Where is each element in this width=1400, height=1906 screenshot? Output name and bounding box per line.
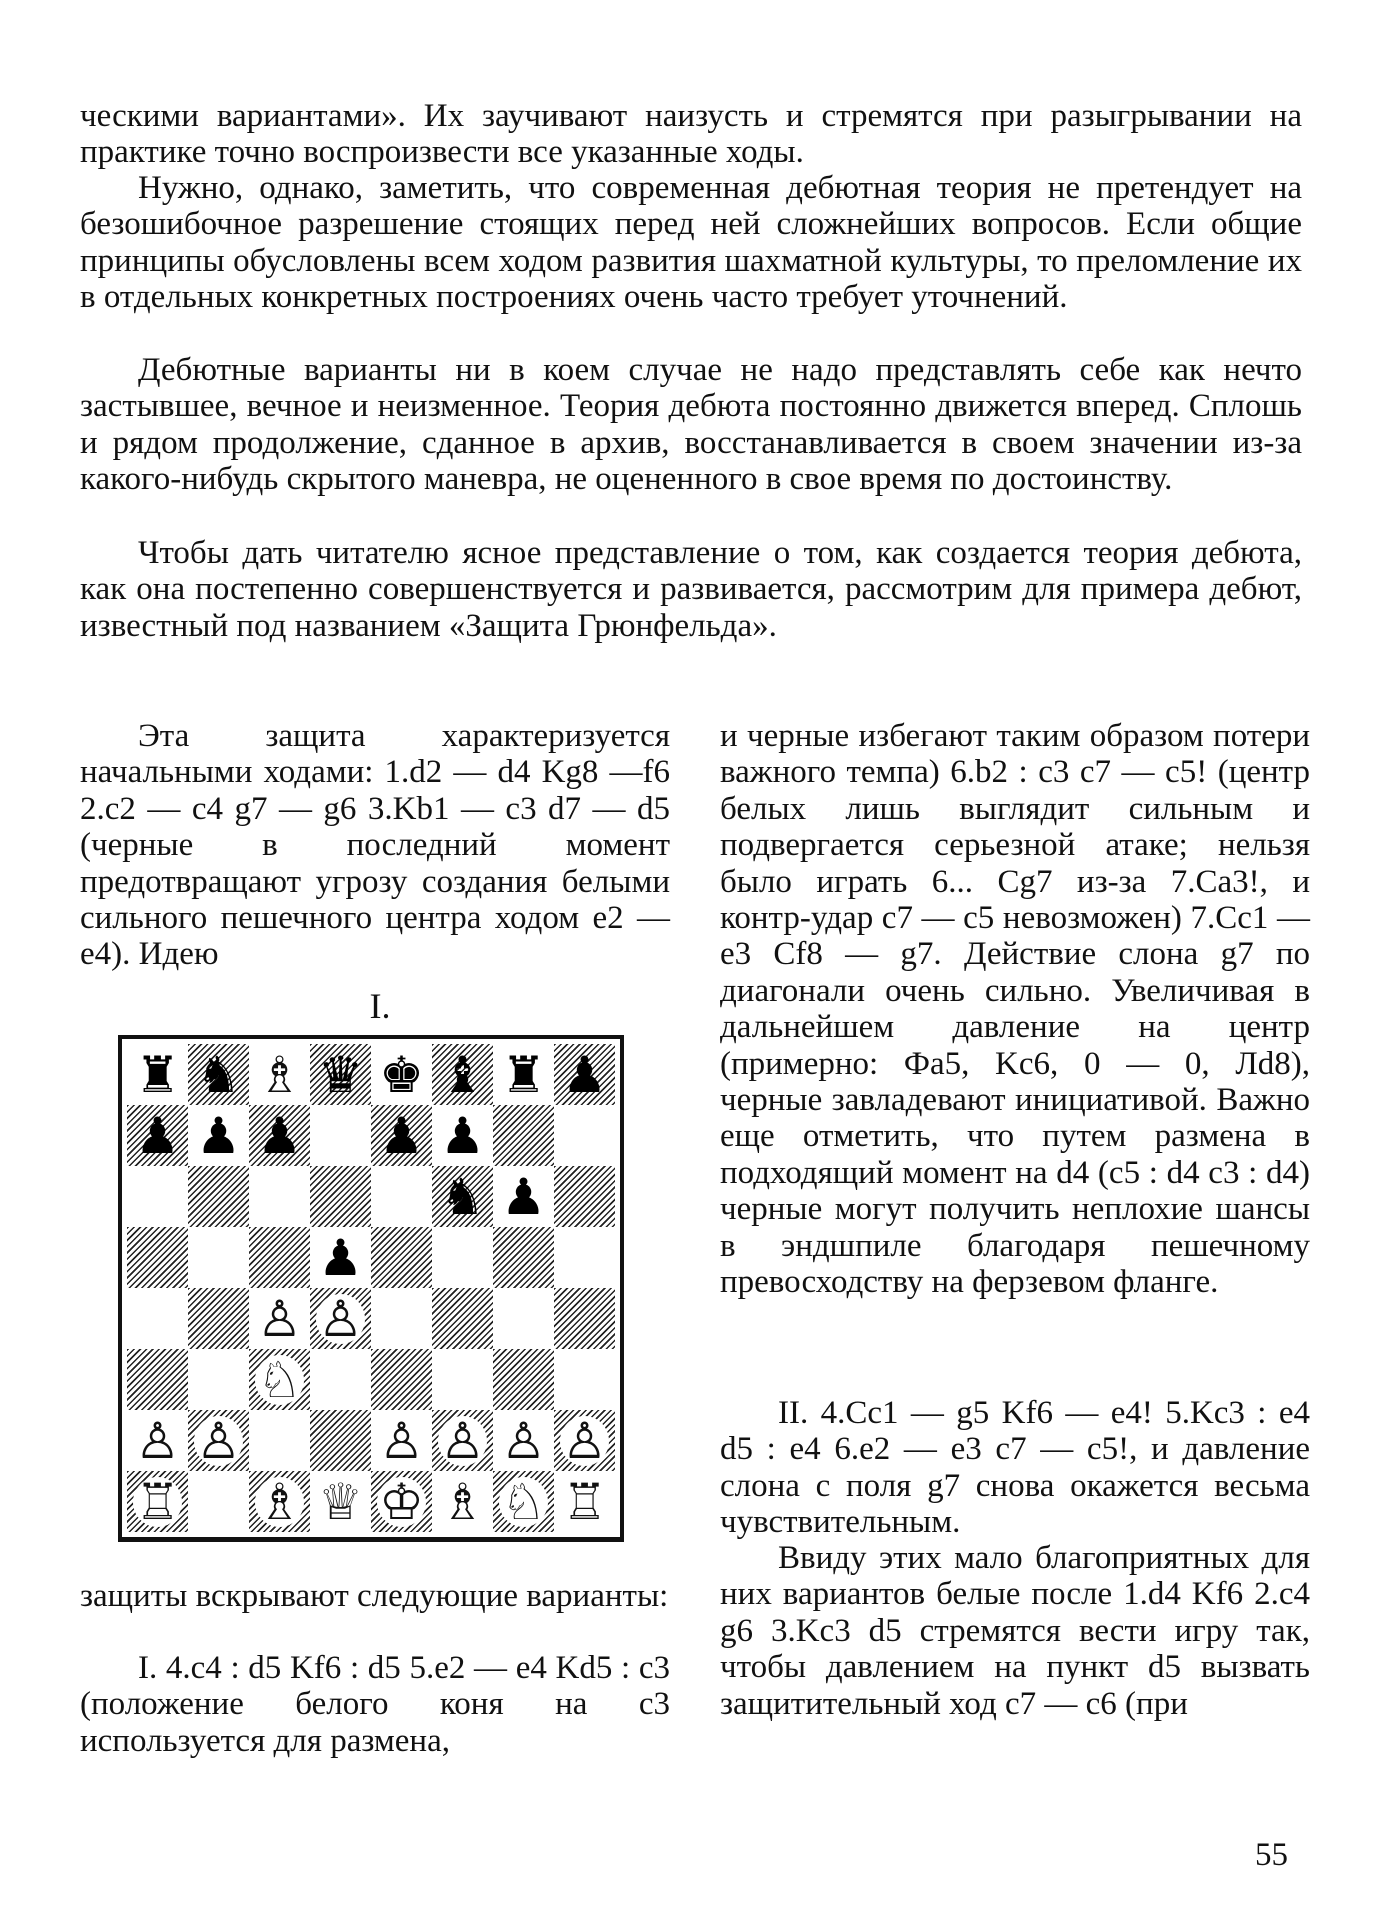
- black-pawn-icon: ♟: [135, 1106, 180, 1165]
- white-pawn-icon: ♙: [379, 1411, 424, 1470]
- white-rook-icon: ♖: [562, 1472, 607, 1531]
- square-g7: [493, 1105, 554, 1166]
- square-d8: [310, 1044, 371, 1105]
- chess-diagram: [118, 1035, 624, 1542]
- black-knight-icon: ♞: [440, 1167, 485, 1226]
- square-d3: [310, 1349, 371, 1410]
- square-a7: [127, 1105, 188, 1166]
- intro-paragraph-3: Дебютные варианты ни в коем случае не надо представлять себе как нечто застывшее, вечное и неизменное. Теория дебюта постоянно движется вперед. Сплошь и рядом продолжение, сданное в архив, восстанавливается в своем значении из-за какого-нибудь скрытого маневра, не оцененного в свое время по достоинству.: [80, 352, 1302, 498]
- black-pawn-icon: ♟: [196, 1106, 241, 1165]
- black-rook-icon: ♜: [501, 1045, 546, 1104]
- square-c4: [249, 1288, 310, 1349]
- square-f3: [432, 1349, 493, 1410]
- white-pawn-icon: ♙: [196, 1411, 241, 1470]
- left-column-text-top: Эта защита характеризуется начальными ходами: 1.d2 — d4 Kg8 —f6 2.c2 — c4 g7 — g6 3.Kb1 — c3 d7 — d5 (черные в последний момент предотвращают угрозу создания белыми сильного пешечного центра ходом e2 — e4). Идею: [80, 718, 670, 973]
- square-a4: [127, 1288, 188, 1349]
- white-pawn-icon: ♙: [318, 1289, 363, 1348]
- black-knight-icon: ♞: [196, 1045, 241, 1104]
- square-c8: [249, 1044, 310, 1105]
- square-e6: [371, 1166, 432, 1227]
- square-g4: [493, 1288, 554, 1349]
- square-a8: [127, 1044, 188, 1105]
- square-f5: [432, 1227, 493, 1288]
- square-h2: [554, 1410, 615, 1471]
- square-g1: [493, 1471, 554, 1532]
- black-pawn-icon: ♟: [318, 1228, 363, 1287]
- square-g8: [493, 1044, 554, 1105]
- square-h6: [554, 1166, 615, 1227]
- black-king-icon: ♚: [379, 1045, 424, 1104]
- square-a3: [127, 1349, 188, 1410]
- white-pawn-icon: ♙: [257, 1289, 302, 1348]
- square-g2: [493, 1410, 554, 1471]
- square-b7: [188, 1105, 249, 1166]
- white-pawn-icon: ♙: [440, 1411, 485, 1470]
- square-c6: [249, 1166, 310, 1227]
- square-e4: [371, 1288, 432, 1349]
- square-b2: [188, 1410, 249, 1471]
- square-d7: [310, 1105, 371, 1166]
- square-e3: [371, 1349, 432, 1410]
- variation-1-text: I. 4.c4 : d5 Kf6 : d5 5.e2 — e4 Kd5 : c3 (положение белого коня на c3 используется для размена,: [80, 1650, 670, 1759]
- black-pawn-icon: ♟: [257, 1106, 302, 1165]
- square-g5: [493, 1227, 554, 1288]
- square-d5: [310, 1227, 371, 1288]
- variation-2-text: II. 4.Cc1 — g5 Kf6 — e4! 5.Kc3 : e4 d5 : e4 6.e2 — e3 c7 — c5!, и давление слона с поля g7 снова окажется весьма чувствительным.: [720, 1395, 1310, 1541]
- square-e2: [371, 1410, 432, 1471]
- intro-paragraph-2: Нужно, однако, заметить, что современная дебютная теория не претендует на безошибочное разрешение стоящих перед ней сложнейших вопросов. Если общие принципы обусловлены всем ходом развития шахматной культуры, то преломление их в отдельных конкретных построениях очень часто требует уточнений.: [80, 170, 1302, 316]
- square-f2: [432, 1410, 493, 1471]
- white-bishop-icon: ♗: [257, 1472, 302, 1531]
- square-h4: [554, 1288, 615, 1349]
- square-f6: [432, 1166, 493, 1227]
- black-rook-icon: ♜: [135, 1045, 180, 1104]
- square-b8: [188, 1044, 249, 1105]
- black-pawn-icon: ♟: [562, 1045, 607, 1104]
- right-column-paragraph-3: Ввиду этих мало благоприятных для них вариантов белые после 1.d4 Kf6 2.c4 g6 3.Kc3 d5 стремятся вести игру так, чтобы давлением на пункт d5 вызвать защитительный ход c7 — c6 (при: [720, 1540, 1310, 1722]
- white-knight-icon: ♘: [501, 1472, 546, 1531]
- square-f8: [432, 1044, 493, 1105]
- white-pawn-icon: ♙: [135, 1411, 180, 1470]
- square-g3: [493, 1349, 554, 1410]
- square-d1: [310, 1471, 371, 1532]
- square-c7: [249, 1105, 310, 1166]
- square-b5: [188, 1227, 249, 1288]
- white-knight-icon: ♘: [257, 1350, 302, 1409]
- white-pawn-icon: ♙: [501, 1411, 546, 1470]
- right-column-paragraph-1: и черные избегают таким образом потери важного темпа) 6.b2 : c3 c7 — c5! (центр белых лишь выглядит сильным и подвергается серьезной атаке; нельзя было играть 6... Cg7 из-за 7.Ca3!, и контр-удар c7 — c5 невозможен) 7.Cc1 — e3 Cf8 — g7. Действие слона g7 по диагонали очень сильно. Увеличивая в дальнейшем давление на центр (примерно: Фa5, Kc6, 0 — 0, Лd8), черные завладевают инициативой. Важно еще отметить, что путем размена в подходящий момент на d4 (c5 : d4 c3 : d4) черные могут получить неплохие шансы в эндшпиле благодаря пешечному превосходству на ферзевом фланге.: [720, 718, 1310, 1301]
- black-pawn-icon: ♟: [440, 1106, 485, 1165]
- square-d4: [310, 1288, 371, 1349]
- square-c3: [249, 1349, 310, 1410]
- square-a6: [127, 1166, 188, 1227]
- black-pawn-icon: ♟: [379, 1106, 424, 1165]
- square-a5: [127, 1227, 188, 1288]
- white-king-icon: ♔: [379, 1472, 424, 1531]
- diagram-number: I.: [369, 986, 391, 1026]
- square-c1: [249, 1471, 310, 1532]
- left-column-text-bottom: защиты вскрывают следующие варианты:: [80, 1578, 669, 1614]
- square-d6: [310, 1166, 371, 1227]
- square-e7: [371, 1105, 432, 1166]
- square-b4: [188, 1288, 249, 1349]
- black-bishop-icon: ♝: [440, 1045, 485, 1104]
- square-e5: [371, 1227, 432, 1288]
- square-b1: [188, 1471, 249, 1532]
- black-queen-icon: ♛: [318, 1045, 363, 1104]
- square-a2: [127, 1410, 188, 1471]
- square-f7: [432, 1105, 493, 1166]
- intro-paragraph-1: ческими вариантами». Их заучивают наизусть и стремятся при разыгрывании на практике точно воспроизвести все указанные ходы.: [80, 98, 1302, 171]
- white-bishop-icon: ♗: [257, 1045, 302, 1104]
- square-h5: [554, 1227, 615, 1288]
- white-rook-icon: ♖: [135, 1472, 180, 1531]
- square-c5: [249, 1227, 310, 1288]
- square-d2: [310, 1410, 371, 1471]
- white-bishop-icon: ♗: [440, 1472, 485, 1531]
- square-e8: [371, 1044, 432, 1105]
- square-f1: [432, 1471, 493, 1532]
- square-f4: [432, 1288, 493, 1349]
- square-c2: [249, 1410, 310, 1471]
- page-number: 55: [1255, 1837, 1288, 1873]
- square-e1: [371, 1471, 432, 1532]
- square-g6: [493, 1166, 554, 1227]
- square-h8: [554, 1044, 615, 1105]
- square-h1: [554, 1471, 615, 1532]
- square-h3: [554, 1349, 615, 1410]
- square-a1: [127, 1471, 188, 1532]
- square-b6: [188, 1166, 249, 1227]
- white-pawn-icon: ♙: [562, 1411, 607, 1470]
- white-queen-icon: ♕: [318, 1472, 363, 1531]
- square-h7: [554, 1105, 615, 1166]
- black-pawn-icon: ♟: [501, 1167, 546, 1226]
- square-b3: [188, 1349, 249, 1410]
- intro-paragraph-4: Чтобы дать читателю ясное представление о том, как создается теория дебюта, как она постепенно совершенствуется и развивается, рассмотрим для примера дебют, известный под названием «Защита Грюнфельда».: [80, 535, 1302, 644]
